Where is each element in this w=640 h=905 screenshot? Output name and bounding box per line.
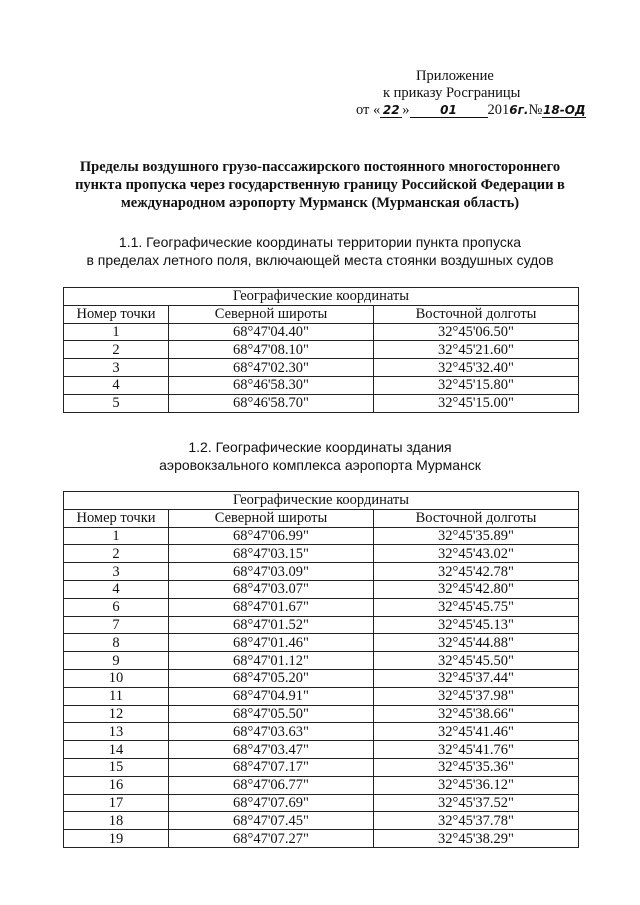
point-number-cell: 15 [64, 758, 169, 776]
east-longitude-cell: 32°45'38.29" [374, 830, 579, 848]
east-longitude-cell: 32°45'45.50" [374, 652, 579, 670]
north-latitude-cell: 68°47'08.10" [169, 341, 374, 359]
north-latitude-header: Северной широты [169, 509, 374, 527]
east-longitude-cell: 32°45'42.80" [374, 580, 579, 598]
north-latitude-cell: 68°47'04.91" [169, 687, 374, 705]
point-number-cell: 4 [64, 376, 169, 394]
east-longitude-cell: 32°45'37.44" [374, 669, 579, 687]
north-latitude-cell: 68°47'01.67" [169, 598, 374, 616]
point-number-cell: 1 [64, 527, 169, 545]
point-number-cell: 9 [64, 652, 169, 670]
east-longitude-cell: 32°45'35.89" [374, 527, 579, 545]
north-latitude-cell: 68°47'07.27" [169, 830, 374, 848]
point-number-cell: 17 [64, 794, 169, 812]
section-2-heading-line2: аэровокзального комплекса аэропорта Мурманск [159, 456, 481, 473]
north-latitude-cell: 68°47'01.52" [169, 616, 374, 634]
north-latitude-cell: 68°47'03.47" [169, 741, 374, 759]
east-longitude-cell: 32°45'45.13" [374, 616, 579, 634]
point-number-cell: 14 [64, 741, 169, 759]
terminal-coordinates-body [64, 527, 579, 847]
north-latitude-cell: 68°46'58.30" [169, 376, 374, 394]
east-longitude-cell: 32°45'37.52" [374, 794, 579, 812]
point-number-cell: 12 [64, 705, 169, 723]
north-latitude-cell: 68°46'58.70" [169, 394, 374, 412]
terminal-coordinates-table [63, 491, 579, 848]
table-row [64, 376, 579, 394]
section-1-heading [0, 234, 640, 269]
table-row [64, 598, 579, 616]
date-year-suffix: 6г. [509, 103, 529, 117]
north-latitude-cell: 68°47'03.15" [169, 545, 374, 563]
east-longitude-cell: 32°45'21.60" [374, 341, 579, 359]
date-year-prefix: 201 [487, 102, 510, 118]
point-number-cell: 3 [64, 359, 169, 377]
east-longitude-cell: 32°45'15.80" [374, 376, 579, 394]
table-row [64, 669, 579, 687]
east-longitude-header: Восточной долготы [374, 509, 579, 527]
east-longitude-cell: 32°45'38.66" [374, 705, 579, 723]
order-number: 18-ОД [543, 103, 586, 117]
north-latitude-cell: 68°47'05.20" [169, 669, 374, 687]
east-longitude-cell: 32°45'35.36" [374, 758, 579, 776]
table-row [64, 580, 579, 598]
north-latitude-cell: 68°47'06.77" [169, 776, 374, 794]
section-2-heading-line1: 1.2. Географические координаты здания [188, 439, 452, 455]
table-row [64, 741, 579, 759]
point-number-cell: 5 [64, 394, 169, 412]
date-quote-close: » [402, 102, 410, 118]
north-latitude-cell: 68°47'04.40" [169, 323, 374, 341]
table-row [64, 341, 579, 359]
point-number-cell: 6 [64, 598, 169, 616]
table-row [64, 812, 579, 830]
table-row [64, 652, 579, 670]
point-number-cell: 4 [64, 580, 169, 598]
table-row [64, 616, 579, 634]
table-row [64, 359, 579, 377]
date-day: 22 [380, 103, 402, 118]
east-longitude-cell: 32°45'36.12" [374, 776, 579, 794]
table-row [64, 758, 579, 776]
north-latitude-cell: 68°47'07.17" [169, 758, 374, 776]
east-longitude-cell: 32°45'15.00" [374, 394, 579, 412]
table-group-header: Географические координаты [64, 492, 579, 510]
point-number-cell: 11 [64, 687, 169, 705]
east-longitude-cell: 32°45'44.88" [374, 634, 579, 652]
document-title: Пределы воздушного грузо-пассажирского постоянного многостороннего пункта пропуска через государственную границу Российской Федерации в международном аэропорту Мурманск (Мурманская область) [75, 159, 565, 211]
east-longitude-cell: 32°45'41.46" [374, 723, 579, 741]
east-longitude-cell: 32°45'37.78" [374, 812, 579, 830]
table-row [64, 545, 579, 563]
territory-coordinates-body [64, 323, 579, 412]
table-row [64, 394, 579, 412]
north-latitude-cell: 68°47'03.07" [169, 580, 374, 598]
table-row [64, 687, 579, 705]
date-month: 01 [410, 103, 488, 118]
north-latitude-cell: 68°47'03.09" [169, 563, 374, 581]
point-number-header: Номер точки [64, 509, 169, 527]
number-sign: № [528, 102, 543, 118]
table-row [64, 634, 579, 652]
north-latitude-cell: 68°47'02.30" [169, 359, 374, 377]
point-number-cell: 8 [64, 634, 169, 652]
territory-coordinates-table [63, 287, 579, 413]
north-latitude-cell: 68°47'07.69" [169, 794, 374, 812]
east-longitude-cell: 32°45'37.98" [374, 687, 579, 705]
point-number-cell: 7 [64, 616, 169, 634]
east-longitude-header: Восточной долготы [374, 305, 579, 323]
point-number-cell: 3 [64, 563, 169, 581]
date-prefix: от « [356, 102, 381, 118]
point-number-cell: 10 [64, 669, 169, 687]
section-1-heading-line1: 1.1. Географические координаты территории пункта пропуска [118, 234, 522, 250]
north-latitude-cell: 68°47'03.63" [169, 723, 374, 741]
section-2-heading [0, 439, 640, 474]
north-latitude-header: Северной широты [169, 305, 374, 323]
east-longitude-cell: 32°45'45.75" [374, 598, 579, 616]
east-longitude-cell: 32°45'43.02" [374, 545, 579, 563]
table-row [64, 776, 579, 794]
point-number-cell: 19 [64, 830, 169, 848]
north-latitude-cell: 68°47'06.99" [169, 527, 374, 545]
point-number-cell: 18 [64, 812, 169, 830]
north-latitude-cell: 68°47'01.46" [169, 634, 374, 652]
appendix-date-line [300, 102, 600, 119]
table-row [64, 723, 579, 741]
table-row [64, 830, 579, 848]
table-row [64, 323, 579, 341]
point-number-cell: 16 [64, 776, 169, 794]
east-longitude-cell: 32°45'06.50" [374, 323, 579, 341]
table-row [64, 527, 579, 545]
north-latitude-cell: 68°47'01.12" [169, 652, 374, 670]
point-number-cell: 2 [64, 341, 169, 359]
table-row [64, 794, 579, 812]
table-row [64, 705, 579, 723]
point-number-cell: 2 [64, 545, 169, 563]
appendix-block [300, 68, 600, 119]
table-group-header: Географические координаты [64, 288, 579, 306]
appendix-title: Приложение [416, 68, 494, 84]
east-longitude-cell: 32°45'42.78" [374, 563, 579, 581]
section-1-heading-line2: в пределах летного поля, включающей места стоянки воздушных судов [86, 251, 554, 268]
north-latitude-cell: 68°47'05.50" [169, 705, 374, 723]
point-number-cell: 13 [64, 723, 169, 741]
point-number-cell: 1 [64, 323, 169, 341]
point-number-header: Номер точки [64, 305, 169, 323]
east-longitude-cell: 32°45'32.40" [374, 359, 579, 377]
east-longitude-cell: 32°45'41.76" [374, 741, 579, 759]
table-row [64, 563, 579, 581]
appendix-order-ref: к приказу Росграницы [383, 85, 521, 101]
north-latitude-cell: 68°47'07.45" [169, 812, 374, 830]
